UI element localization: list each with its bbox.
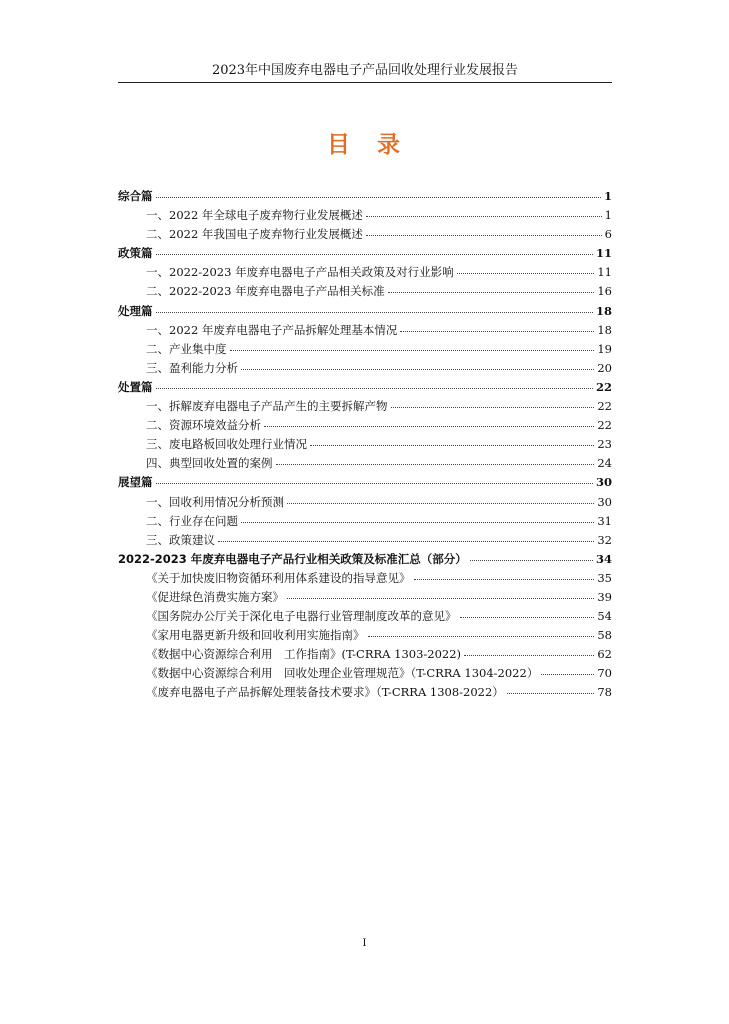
toc-entry[interactable] — [118, 532, 612, 551]
toc-entry-text: 三、废电路板回收处理行业情况 — [146, 437, 307, 452]
toc-entry-text: 2022-2023 年废弃电器电子产品行业相关政策及标准汇总（部分） — [118, 551, 467, 566]
running-header: 2023年中国废弃电器电子产品回收处理行业发展报告 — [211, 63, 519, 78]
toc-entry[interactable] — [118, 398, 612, 417]
dot-leader — [156, 483, 593, 484]
toc-entry-page: 22 — [595, 379, 612, 394]
toc-entry-page: 16 — [597, 284, 612, 299]
toc-entry-page: 1 — [603, 189, 612, 203]
toc-entry-page: 22 — [597, 418, 612, 433]
toc-entry[interactable] — [118, 589, 612, 608]
dot-leader — [414, 579, 595, 580]
toc-entry-text: 《关于加快废旧物资循环利用体系建设的指导意见》 — [146, 570, 411, 585]
toc-entry-page: 18 — [595, 303, 612, 318]
toc-entry-page: 70 — [597, 666, 612, 681]
toc-entry-text: 一、回收利用情况分析预测 — [146, 494, 284, 509]
toc-entry-page: 39 — [597, 589, 612, 604]
toc-entry[interactable] — [118, 226, 612, 245]
dot-leader — [264, 426, 594, 427]
dot-leader — [400, 331, 594, 332]
dot-leader — [391, 407, 595, 408]
dot-leader — [218, 541, 594, 542]
toc-entry[interactable] — [118, 341, 612, 360]
toc-title: 目 录 — [327, 132, 402, 158]
toc-entry-text: 三、政策建议 — [146, 532, 215, 547]
toc-entry-text: 展望篇 — [118, 475, 153, 490]
toc-entry-page: 34 — [595, 551, 612, 566]
toc-entry-page: 58 — [597, 628, 612, 643]
toc-entry-text: 《数据中心资源综合利用 工作指南》(T-CRRA 1303-2022) — [146, 647, 462, 662]
toc-section-entry[interactable] — [118, 551, 612, 570]
toc-entry-text: 三、盈利能力分析 — [146, 360, 238, 375]
toc-section-entry[interactable] — [118, 303, 612, 322]
dot-leader — [287, 598, 594, 599]
toc-entry-text: 一、2022 年全球电子废弃物行业发展概述 — [146, 208, 363, 223]
dot-leader — [156, 388, 593, 389]
toc-entry-text: 《家用电器更新升级和回收利用实施指南》 — [146, 628, 365, 643]
dot-leader — [156, 312, 593, 313]
dot-leader — [287, 503, 594, 504]
dot-leader — [276, 464, 595, 465]
toc-entry[interactable] — [118, 436, 612, 455]
dot-leader — [368, 636, 595, 637]
dot-leader — [507, 693, 595, 694]
toc-entry-page: 1 — [604, 208, 612, 223]
toc-entry[interactable] — [118, 513, 612, 532]
toc-entry-text: 四、典型回收处置的案例 — [146, 456, 273, 471]
toc-entry-text: 政策篇 — [118, 246, 153, 261]
toc-entry-page: 18 — [597, 322, 612, 337]
toc-entry[interactable] — [118, 570, 612, 589]
toc-entry[interactable] — [118, 608, 612, 627]
toc-entry-page: 11 — [597, 265, 612, 280]
toc-entry-text: 一、拆解废弃电器电子产品产生的主要拆解产物 — [146, 399, 388, 414]
toc-entry[interactable] — [118, 627, 612, 646]
toc-entry-page: 78 — [597, 685, 612, 700]
dot-leader — [241, 369, 594, 370]
toc-entry-page: 54 — [597, 609, 612, 624]
toc-entry-text: 处置篇 — [118, 379, 153, 394]
dot-leader — [457, 273, 595, 274]
header-rule — [118, 82, 612, 83]
page-number: I — [362, 938, 367, 949]
dot-leader — [541, 674, 594, 675]
toc-entry-text: 一、2022 年废弃电器电子产品拆解处理基本情况 — [146, 322, 398, 337]
toc-entry-text: 《废弃电器电子产品拆解处理装备技术要求》（T-CRRA 1308-2022） — [146, 685, 504, 700]
dot-leader — [230, 350, 595, 351]
toc-entry-page: 19 — [597, 341, 612, 356]
toc-entry-text: 《促进绿色消费实施方案》 — [146, 589, 284, 604]
toc-section-entry[interactable] — [118, 379, 612, 398]
toc-entry-page: 24 — [597, 456, 612, 471]
toc-entry-text: 处理篇 — [118, 303, 153, 318]
toc-entry-page: 23 — [597, 437, 612, 452]
toc-entry-text: 二、2022-2023 年废弃电器电子产品相关标准 — [146, 284, 385, 299]
toc-entry[interactable] — [118, 455, 612, 474]
toc-entry[interactable] — [118, 360, 612, 379]
toc-entry[interactable] — [118, 646, 612, 665]
toc-entry[interactable] — [118, 322, 612, 341]
dot-leader — [464, 655, 594, 656]
dot-leader — [366, 216, 602, 217]
toc-entry[interactable] — [118, 207, 612, 226]
toc-entry-text: 《国务院办公厅关于深化电子电器行业管理制度改革的意见》 — [146, 609, 457, 624]
toc-entry-text: 二、行业存在问题 — [146, 513, 238, 528]
toc-entry-page: 11 — [595, 246, 612, 261]
dot-leader — [156, 197, 601, 198]
toc-entry-page: 22 — [597, 399, 612, 414]
toc-entry-text: 综合篇 — [118, 189, 153, 203]
toc-entry[interactable] — [118, 417, 612, 436]
dot-leader — [366, 235, 602, 236]
toc-entry-page: 35 — [597, 570, 612, 585]
dot-leader — [156, 254, 593, 255]
toc-entry[interactable] — [118, 684, 612, 703]
toc-entry-page: 6 — [604, 227, 612, 242]
toc-entry-text: 一、2022-2023 年废弃电器电子产品相关政策及对行业影响 — [146, 265, 454, 280]
dot-leader — [310, 445, 594, 446]
dot-leader — [470, 560, 593, 561]
toc-entry-page: 62 — [597, 647, 612, 662]
toc-entry-page: 31 — [597, 513, 612, 528]
toc-entry-text: 二、2022 年我国电子废弃物行业发展概述 — [146, 227, 363, 242]
toc-entry-page: 20 — [597, 360, 612, 375]
toc-section-entry[interactable] — [118, 188, 612, 207]
toc-entry[interactable] — [118, 494, 612, 513]
toc-entry-text: 二、产业集中度 — [146, 341, 227, 356]
toc-entry-page: 30 — [595, 475, 612, 490]
toc-entry[interactable] — [118, 665, 612, 684]
toc-entry-page: 32 — [597, 532, 612, 547]
toc-section-entry[interactable] — [118, 245, 612, 264]
toc-entry-text: 《数据中心资源综合利用 回收处理企业管理规范》（T-CRRA 1304-2022） — [146, 666, 539, 681]
toc-entry-page: 30 — [597, 494, 612, 509]
dot-leader — [388, 292, 595, 293]
table-of-contents — [118, 188, 612, 704]
dot-leader — [460, 617, 595, 618]
toc-entry[interactable] — [118, 264, 612, 283]
dot-leader — [241, 522, 594, 523]
toc-entry-text: 二、资源环境效益分析 — [146, 418, 261, 433]
toc-section-entry[interactable] — [118, 474, 612, 493]
toc-entry[interactable] — [118, 283, 612, 302]
